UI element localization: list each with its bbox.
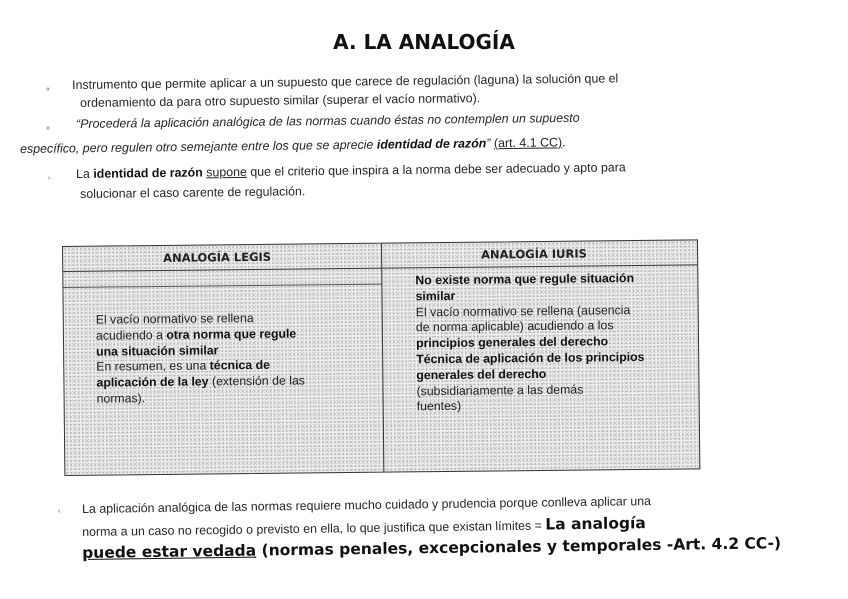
bullet-4-line-1: La aplicación analógica de las normas requiere mucho cuidado y prudencia porque conlleva aplicar una bbox=[82, 494, 652, 516]
bullet-3-line-2: solucionar el caso carente de regulación. bbox=[80, 184, 306, 201]
legis-line-6: normas). bbox=[96, 391, 146, 406]
bullet-1-line-1: Instrumento que permite aplicar a un supuesto que carece de regulación (laguna) la solución que el bbox=[72, 71, 619, 92]
bullet-2-line-2 bbox=[20, 135, 566, 156]
bullet-4-line-2-b: La analogía bbox=[545, 514, 646, 534]
legis-line-4-b: técnica de bbox=[209, 358, 270, 373]
bullet-3-text-e: que el criterio que inspira a la norma debe ser adecuado y apto para bbox=[246, 160, 626, 179]
comparison-table bbox=[62, 239, 700, 476]
iuris-line-6: Técnica de aplicación de los principios bbox=[416, 349, 645, 367]
page-title: A. LA ANALOGÍA bbox=[333, 30, 515, 54]
legis-line-2-a: acudiendo a bbox=[95, 327, 167, 343]
bullet-3-underlined: supone bbox=[206, 164, 247, 180]
bullet-2-line-1: “Procederá la aplicación analógica de las normas cuando éstas no contemplen un supuesto bbox=[76, 110, 580, 131]
analogia-iuris-cell bbox=[415, 270, 696, 415]
iuris-line-7: generales del derecho bbox=[416, 366, 547, 383]
iuris-line-2: similar bbox=[415, 288, 456, 304]
bullet-3-line-1 bbox=[76, 160, 626, 181]
iuris-line-1: No existe norma que regule situación bbox=[415, 271, 635, 288]
article-reference-link[interactable]: (art. 4.1 CC) bbox=[493, 135, 563, 151]
iuris-line-5: principios generales del derecho bbox=[415, 334, 609, 351]
legis-line-5-b: (extensión de las bbox=[208, 373, 305, 389]
bullet-4-line-2-a: norma a un caso no recogido o previsto en ella, lo que justifica que existan límites = bbox=[82, 518, 546, 539]
bullet-3-emphasis: identidad de razón bbox=[93, 165, 203, 181]
bullet-4-line-3-b: (normas penales, excepcionales y temporales -Art. 4.2 CC-) bbox=[256, 534, 782, 560]
bullet-4-marker: ‹ bbox=[58, 508, 61, 515]
bullet-3-marker: › bbox=[48, 175, 51, 182]
bullet-1-marker: « bbox=[46, 86, 50, 93]
bullet-2-quote-close: ” bbox=[486, 136, 494, 151]
left-header-divider bbox=[63, 284, 381, 288]
bullet-1-line-2: ordenamiento da para otro supuesto similar (superar el vacío normativo). bbox=[80, 91, 481, 110]
iuris-line-9: fuentes) bbox=[416, 399, 462, 414]
bullet-4-line-2 bbox=[82, 514, 646, 540]
legis-line-3: una situación similar bbox=[96, 342, 219, 359]
legis-line-1: El vacío normativo se rellena bbox=[95, 310, 254, 327]
bullet-2-text: específico, pero regulen otro semejante entre los que se aprecie bbox=[20, 137, 377, 156]
column-divider bbox=[381, 244, 384, 472]
bullet-4-line-3-a: puede estar vedada bbox=[82, 541, 257, 562]
iuris-line-4: de norma aplicable) acudiendo a los bbox=[415, 318, 614, 335]
legis-line-4-a: En resumen, es una bbox=[96, 358, 210, 375]
bullet-2-emphasis: identidad de razón bbox=[376, 136, 487, 152]
iuris-line-3: El vacío normativo se rellena (ausencia bbox=[415, 302, 631, 319]
bullet-2-marker: » bbox=[46, 125, 50, 132]
legis-line-5-a: aplicación de la ley bbox=[96, 374, 209, 390]
bullet-3-text-a: La bbox=[76, 166, 94, 181]
header-analogia-legis: ANALOGÍA LEGIS bbox=[163, 249, 272, 265]
iuris-line-8: (subsidiariamente a las demás bbox=[416, 382, 584, 398]
analogia-legis-cell bbox=[96, 310, 377, 408]
header-analogia-iuris: ANALOGÍA IURIS bbox=[481, 246, 587, 262]
bullet-2-period: . bbox=[561, 135, 566, 150]
legis-line-2-b: otra norma que regule bbox=[166, 326, 297, 342]
